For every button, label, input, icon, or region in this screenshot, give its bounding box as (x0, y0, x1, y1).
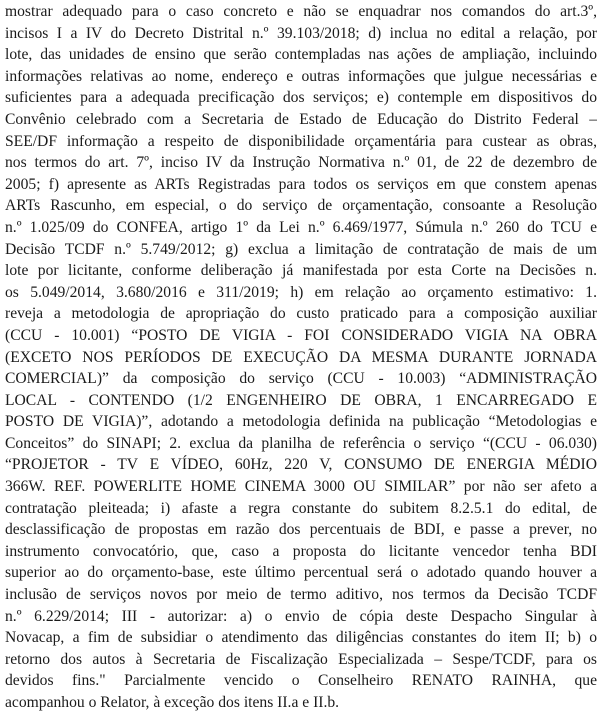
document-line: “PROJETOR - TV E VÍDEO, 60Hz, 220 V, CONSUMO DE ENERGIA MÉDIO (5, 456, 597, 474)
document-line: 2005; f) apresente as ARTs Registradas para todos os serviços em que constem apenas (5, 175, 597, 193)
document-line: contratação pleiteada; i) afaste a regra constante do subitem 8.2.5.1 do edital, de (5, 499, 597, 517)
document-line: mostrar adequado para o caso concreto e não se enquadrar nos comandos do art.3º, (5, 3, 597, 20)
document-line: reveja a metodologia de apropriação do custo praticado para a composição auxiliar (5, 305, 597, 323)
document-line: instrumento convocatório, que, caso a proposta do licitante vencedor tenha BDI (5, 542, 597, 560)
document-line: POSTO DE VIGIA)”, adotando a metodologia definida na publicação “Metodologias e (5, 413, 597, 431)
document-line: suficientes para a adequada precificação dos serviços; e) contemple em dispositivos do (5, 89, 597, 107)
document-line: nos termos do art. 7º, inciso IV da Instrução Normativa n.º 01, de 22 de dezembro de (5, 154, 597, 172)
document-line: n.º 1.025/09 do CONFEA, artigo 1º da Lei n.º 6.469/1977, Súmula n.º 260 do TCU e (5, 218, 597, 236)
document-line: acompanhou o Relator, à exceção dos itens II.a e II.b. (5, 694, 340, 711)
document-line: (EXCETO NOS PERÍODOS DE EXECUÇÃO DA MESMA DURANTE JORNADA (5, 348, 597, 366)
document-line: n.º 6.229/2014; III - autorizar: a) o envio de cópia deste Despacho Singular à (5, 607, 597, 625)
document-line: superior ao do orçamento-base, este último percentual será o adotado quando houver a (5, 564, 597, 582)
document-line: LOCAL - CONTENDO (1/2 ENGENHEIRO DE OBRA, 1 ENCARREGADO E (5, 391, 597, 409)
document-line: ARTs Rascunho, em especial, o do serviço de orçamentação, consoante a Resolução (5, 197, 597, 215)
document-line: lote por licitante, conforme deliberação já manifestada por esta Corte na Decisões n. (5, 262, 597, 280)
document-line: 366W. REF. POWERLITE HOME CINEMA 3000 OU SIMILAR” por não ser afeto a (5, 478, 597, 496)
document-line: retorno dos autos à Secretaria de Fiscalização Especializada – Sespe/TCDF, para os (5, 650, 597, 668)
document-line: devidos fins." Parcialmente vencido o Conselheiro RENATO RAINHA, que (5, 672, 597, 690)
document-line: Decisão TCDF n.º 5.749/2012; g) exclua a limitação de contratação de mais de um (5, 240, 597, 258)
document-line: Convênio celebrado com a Secretaria de Estado de Educação do Distrito Federal – (5, 110, 597, 128)
document-text (5, 0, 597, 714)
document-line: (CCU - 10.001) “POSTO DE VIGIA - FOI CONSIDERADO VIGIA NA OBRA (5, 326, 597, 344)
document-line: COMERCIAL)” da composição do serviço (CCU - 10.003) “ADMINISTRAÇÃO (5, 370, 597, 388)
document-line: Conceitos” do SINAPI; 2. exclua da planilha de referência o serviço “(CCU - 06.030) (5, 434, 597, 452)
document-line: SEE/DF informação a respeito de disponibilidade orçamentária para custear as obras, (5, 132, 597, 150)
document-line: desclassificação de propostas em razão dos percentuais de BDI, e passe a prever, no (5, 521, 597, 539)
document-line: informações relativas ao nome, endereço e outras informações que julgue necessárias e (5, 67, 597, 85)
document-line: os 5.049/2014, 3.680/2016 e 311/2019; h) em relação ao orçamento estimativo: 1. (5, 283, 597, 301)
document-line: lote, das unidades de ensino que serão contempladas nas ações de ampliação, incluindo (5, 46, 597, 64)
document-line: Novacap, a fim de subsidiar o atendimento das diligências constantes do item II; b) o (5, 629, 597, 647)
document-line: incisos I a IV do Decreto Distrital n.º 39.103/2018; d) inclua no edital a relação, por (5, 24, 597, 42)
document-line: inclusão de serviços novos por meio de termo aditivo, nos termos da Decisão TCDF (5, 586, 597, 604)
